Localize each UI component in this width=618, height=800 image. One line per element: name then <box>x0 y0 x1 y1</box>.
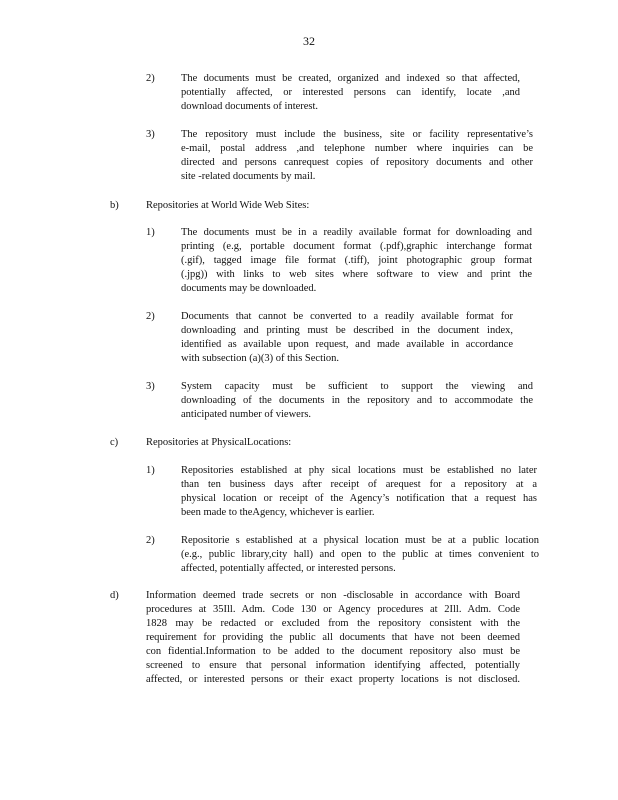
item-text <box>181 464 537 520</box>
item-text <box>181 72 520 114</box>
text-line: Repositorie s established at a physical location must be at a public location <box>181 535 539 546</box>
text-line: physical location or receipt of the Agency’s notification that a request has <box>181 493 537 504</box>
text-line: documents may be downloaded. <box>181 283 317 294</box>
item-text <box>181 310 513 366</box>
page-number: 32 <box>303 34 315 48</box>
text-line: affected, potentially affected, or interested persons. <box>181 563 396 574</box>
text-line: The documents must be in a readily available format for downloading and <box>181 227 532 238</box>
text-line: identified as available upon request, and made available in accordance <box>181 339 513 350</box>
text-line: site -related documents by mail. <box>181 171 316 182</box>
text-line: Repositories established at phy sical locations must be established no later <box>181 465 537 476</box>
text-line: downloading and printing must be described in the document index, <box>181 325 513 336</box>
text-line: System capacity must be sufficient to support the viewing and <box>181 381 533 392</box>
item-label: 1) <box>146 227 155 238</box>
text-line: potentially affected, or interested persons can identify, locate ,and <box>181 87 520 98</box>
text-line: download documents of interest. <box>181 101 319 112</box>
text-line: The documents must be created, organized and indexed so that affected, <box>181 73 520 84</box>
text-line: 1828 may be redacted or excluded from the repository consistent with the <box>146 618 520 629</box>
item-label: 1) <box>146 465 155 476</box>
text-line: directed and persons canrequest copies of repository documents and other <box>181 157 533 168</box>
text-line: procedures at 35Ill. Adm. Code 130 or Agency procedures at 2Ill. Adm. Code <box>146 604 520 615</box>
text-line: screened to ensure that personal information identifying affected, potentially <box>146 660 520 671</box>
section-label: b) <box>110 200 119 211</box>
text-line: Repositories at PhysicalLocations: <box>146 437 292 448</box>
text-line: with subsection (a)(3) of this Section. <box>181 353 340 364</box>
item-label: 2) <box>146 311 155 322</box>
text-line: requirement for providing the public all documents that have not been deemed <box>146 632 520 643</box>
section-heading <box>146 436 426 450</box>
text-line: Repositories at World Wide Web Sites: <box>146 200 310 211</box>
item-label: 3) <box>146 381 155 392</box>
text-line: (.jpg)) with links to web sites where software to view and print the <box>181 269 532 280</box>
item-text <box>181 380 533 422</box>
text-line: than ten business days after receipt of arequest for a repository at a <box>181 479 537 490</box>
item-label: 2) <box>146 535 155 546</box>
section-label: d) <box>110 590 119 601</box>
section-heading <box>146 199 426 213</box>
item-text <box>146 589 520 687</box>
text-line: con fidential.Information to be added to the document repository also must be <box>146 646 520 657</box>
item-text <box>181 534 539 576</box>
text-line: Documents that cannot be converted to a readily available format for <box>181 311 513 322</box>
text-line: printing (e.g, portable document format (.pdf),graphic interchange format <box>181 241 532 252</box>
text-line: e-mail, postal address ,and telephone number where inquiries can be <box>181 143 533 154</box>
item-label: 2) <box>146 73 155 84</box>
section-label: c) <box>110 437 119 448</box>
text-line: (.gif), tagged image file format (.tiff), joint photographic group format <box>181 255 532 266</box>
item-text <box>181 128 533 184</box>
text-line: Information deemed trade secrets or non -disclosable in accordance with Board <box>146 590 520 601</box>
text-line: been made to theAgency, whichever is earlier. <box>181 507 375 518</box>
text-line: (e.g., public library,city hall) and open to the public at times convenient to <box>181 549 539 560</box>
text-line: affected, or interested persons or their exact property locations is not disclosed. <box>146 674 520 685</box>
text-line: The repository must include the business, site or facility representative’s <box>181 129 533 140</box>
item-label: 3) <box>146 129 155 140</box>
text-line: anticipated number of viewers. <box>181 409 312 420</box>
item-text <box>181 226 532 296</box>
text-line: downloading of the documents in the repository and to accommodate the <box>181 395 533 406</box>
